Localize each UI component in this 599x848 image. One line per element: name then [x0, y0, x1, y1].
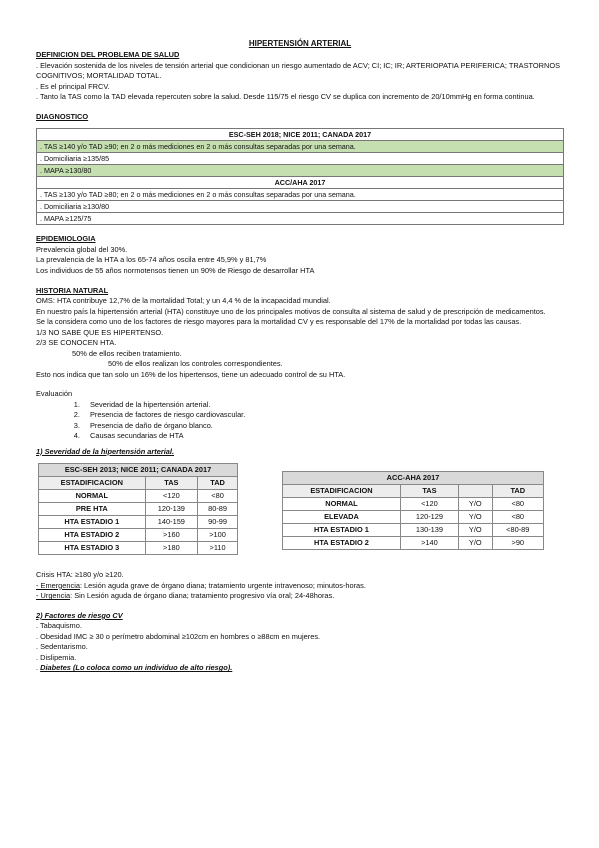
evaluacion-item: 2. Presencia de factores de riesgo cardiovascular.	[82, 410, 564, 421]
epidemiologia-line: Los individuos de 55 años normotensos tienen un 90% de Riesgo de desarrollar HTA	[36, 266, 315, 275]
acc-tad-value: <80	[492, 498, 543, 511]
historia-line: 2/3 SE CONOCEN HTA.	[36, 338, 117, 348]
esc-stage-label: NORMAL	[39, 490, 146, 503]
esc-tas-value: 140-159	[145, 516, 198, 529]
acc-tas-value: 130-139	[400, 524, 458, 537]
acc-tas-value: >140	[400, 537, 458, 550]
emergencia-text: : Lesión aguda grave de órgano diana; tratamiento urgente intravenoso; minutos-horas.	[79, 580, 366, 590]
factor-line: . Obesidad IMC ≥ 30 o perímetro abdominal ≥102cm en hombres o ≥88cm en mujeres.	[36, 631, 321, 641]
epidemiologia-line: La prevalencia de la HTA a los 65-74 años oscila entre 45,9% y 81,7%	[36, 255, 267, 265]
evaluacion-heading: Evaluación	[36, 389, 73, 399]
esc-staging-caption: ESC-SEH 2013; NICE 2011; CANADA 2017	[39, 464, 238, 477]
acc-stage-label: NORMAL	[283, 498, 401, 511]
acc-stage-label: HTA ESTADIO 2	[283, 537, 401, 550]
esc-stage-label: HTA ESTADIO 3	[39, 542, 146, 555]
definicion-heading: DEFINICION DEL PROBLEMA DE SALUD	[36, 50, 180, 60]
esc-tas-value: >180	[145, 542, 198, 555]
esc-criteria-row: . MAPA ≥130/80	[37, 165, 564, 177]
definicion-line: . Tanto la TAS como la TAD elevada repercuten sobre la salud. Desde 115/75 el riesgo CV se duplica con incremento de 20/10mmHg en forma continua.	[36, 92, 535, 102]
acc-tad-value: >90	[492, 537, 543, 550]
urgencia-line	[36, 591, 564, 602]
historia-line: 1/3 NO SABE QUE ES HIPERTENSO.	[36, 327, 164, 337]
evaluacion-item: 1. Severidad de la hipertensión arterial.	[82, 400, 564, 411]
urgencia-label: - Urgencia	[36, 591, 71, 601]
acc-connector: Y/O	[458, 524, 492, 537]
acc-col-header: TAS	[400, 485, 458, 498]
esc-stage-label: PRE HTA	[39, 503, 146, 516]
esc-tas-value: 120-139	[145, 503, 198, 516]
evaluacion-list	[36, 400, 564, 442]
esc-criteria-row: . Domiciliaria ≥135/85	[37, 153, 564, 165]
severidad-heading: 1) Severidad de la hipertensión arterial.	[36, 446, 175, 456]
diagnostico-table	[36, 128, 564, 225]
esc-stage-label: HTA ESTADIO 1	[39, 516, 146, 529]
historia-line: En nuestro país la hipertensión arterial (HTA) constituye uno de los principales motivos de consulta al sistema de salud y de prescripción de medicamentos.	[36, 306, 546, 316]
esc-criteria-row: . TAS ≥140 y/o TAD ≥90; en 2 o más mediciones en 2 o más consultas separadas por una semana.	[37, 141, 564, 153]
acc-criteria-header: ACC/AHA 2017	[37, 177, 564, 189]
esc-tad-value: 90-99	[198, 516, 238, 529]
esc-tas-value: >160	[145, 529, 198, 542]
acc-connector: Y/O	[458, 498, 492, 511]
acc-tad-value: <80	[492, 511, 543, 524]
esc-col-header: ESTADIFICACION	[39, 477, 146, 490]
evaluacion-item: 4. Causas secundarias de HTA	[82, 431, 564, 442]
factor-line: . Dislipemia.	[36, 652, 77, 662]
crisis-line: Crisis HTA: ≥180 y/o ≥120.	[36, 570, 124, 580]
acc-connector: Y/O	[458, 511, 492, 524]
acc-staging-table	[282, 471, 544, 550]
acc-col-header: TAD	[492, 485, 543, 498]
severidad-tables	[36, 460, 564, 570]
definicion-line: . Es el principal FRCV.	[36, 81, 110, 91]
diabetes-text: Diabetes (Lo coloca como un individuo de alto riesgo).	[40, 663, 233, 673]
esc-stage-label: HTA ESTADIO 2	[39, 529, 146, 542]
emergencia-line	[36, 581, 564, 592]
esc-tad-value: <80	[198, 490, 238, 503]
historia-indent-line: 50% de ellos realizan los controles correspondientes.	[108, 359, 283, 369]
esc-tad-value: >110	[198, 542, 238, 555]
esc-tad-value: 80-89	[198, 503, 238, 516]
acc-staging-caption: ACC-AHA 2017	[283, 472, 544, 485]
urgencia-text: : Sin Lesión aguda de órgano diana; tratamiento progresivo vía oral; 24-48horas.	[70, 591, 335, 601]
factor-diabetes-line	[36, 663, 564, 674]
diagnostico-heading: DIAGNOSTICO	[36, 111, 89, 121]
esc-criteria-header: ESC-SEH 2018; NICE 2011; CANADA 2017	[37, 129, 564, 141]
historia-line: Se la considera como uno de los factores de riesgo mayores para la mortalidad CV y es responsable del 17% de la mortalidad por todas las causas.	[36, 317, 522, 327]
historia-line: OMS: HTA contribuye 12,7% de la mortalidad Total; y un 4,4 % de la incapacidad mundial.	[36, 296, 331, 306]
document-title: HIPERTENSIÓN ARTERIAL	[248, 39, 352, 48]
acc-tas-value: <120	[400, 498, 458, 511]
acc-stage-label: HTA ESTADIO 1	[283, 524, 401, 537]
esc-tad-value: >100	[198, 529, 238, 542]
historia-conclusion: Esto nos indica que tan solo un 16% de los hipertensos, tiene un adecuado control de su HTA.	[36, 369, 346, 379]
acc-stage-label: ELEVADA	[283, 511, 401, 524]
emergencia-label: - Emergencia	[36, 580, 80, 590]
esc-tas-value: <120	[145, 490, 198, 503]
epidemiologia-heading: EPIDEMIOLOGIA	[36, 234, 96, 244]
epidemiologia-line: Prevalencia global del 30%.	[36, 244, 128, 254]
factor-line: . Sedentarismo.	[36, 642, 88, 652]
acc-col-header: ESTADIFICACION	[283, 485, 401, 498]
historia-indent-line: 50% de ellos reciben tratamiento.	[72, 348, 182, 358]
evaluacion-item: 3. Presencia de daño de órgano blanco.	[82, 421, 564, 432]
historia-heading: HISTORIA NATURAL	[36, 285, 109, 295]
acc-tas-value: 120-129	[400, 511, 458, 524]
acc-connector: Y/O	[458, 537, 492, 550]
acc-tad-value: <80-89	[492, 524, 543, 537]
acc-criteria-row: . MAPA ≥125/75	[37, 213, 564, 225]
factores-heading: 2) Factores de riesgo CV	[36, 610, 123, 620]
acc-col-header	[458, 485, 492, 498]
diabetes-prefix: .	[36, 663, 41, 673]
esc-staging-table	[38, 463, 238, 555]
acc-criteria-row: . Domiciliaria ≥130/80	[37, 201, 564, 213]
document-page	[36, 38, 564, 674]
factor-line: . Tabaquismo.	[36, 621, 82, 631]
definicion-line: . Elevación sostenida de los niveles de tensión arterial que condicionan un riesgo aumentado de ACV; CI; IC; IR; ARTERIOPATIA PERIFERICA; TRASTORNOS COGNITIVOS; MORTALIDAD TOTAL.	[36, 60, 561, 81]
esc-col-header: TAD	[198, 477, 238, 490]
esc-col-header: TAS	[145, 477, 198, 490]
acc-criteria-row: . TAS ≥130 y/o TAD ≥80; en 2 o más mediciones en 2 o más consultas separadas por una semana.	[37, 189, 564, 201]
